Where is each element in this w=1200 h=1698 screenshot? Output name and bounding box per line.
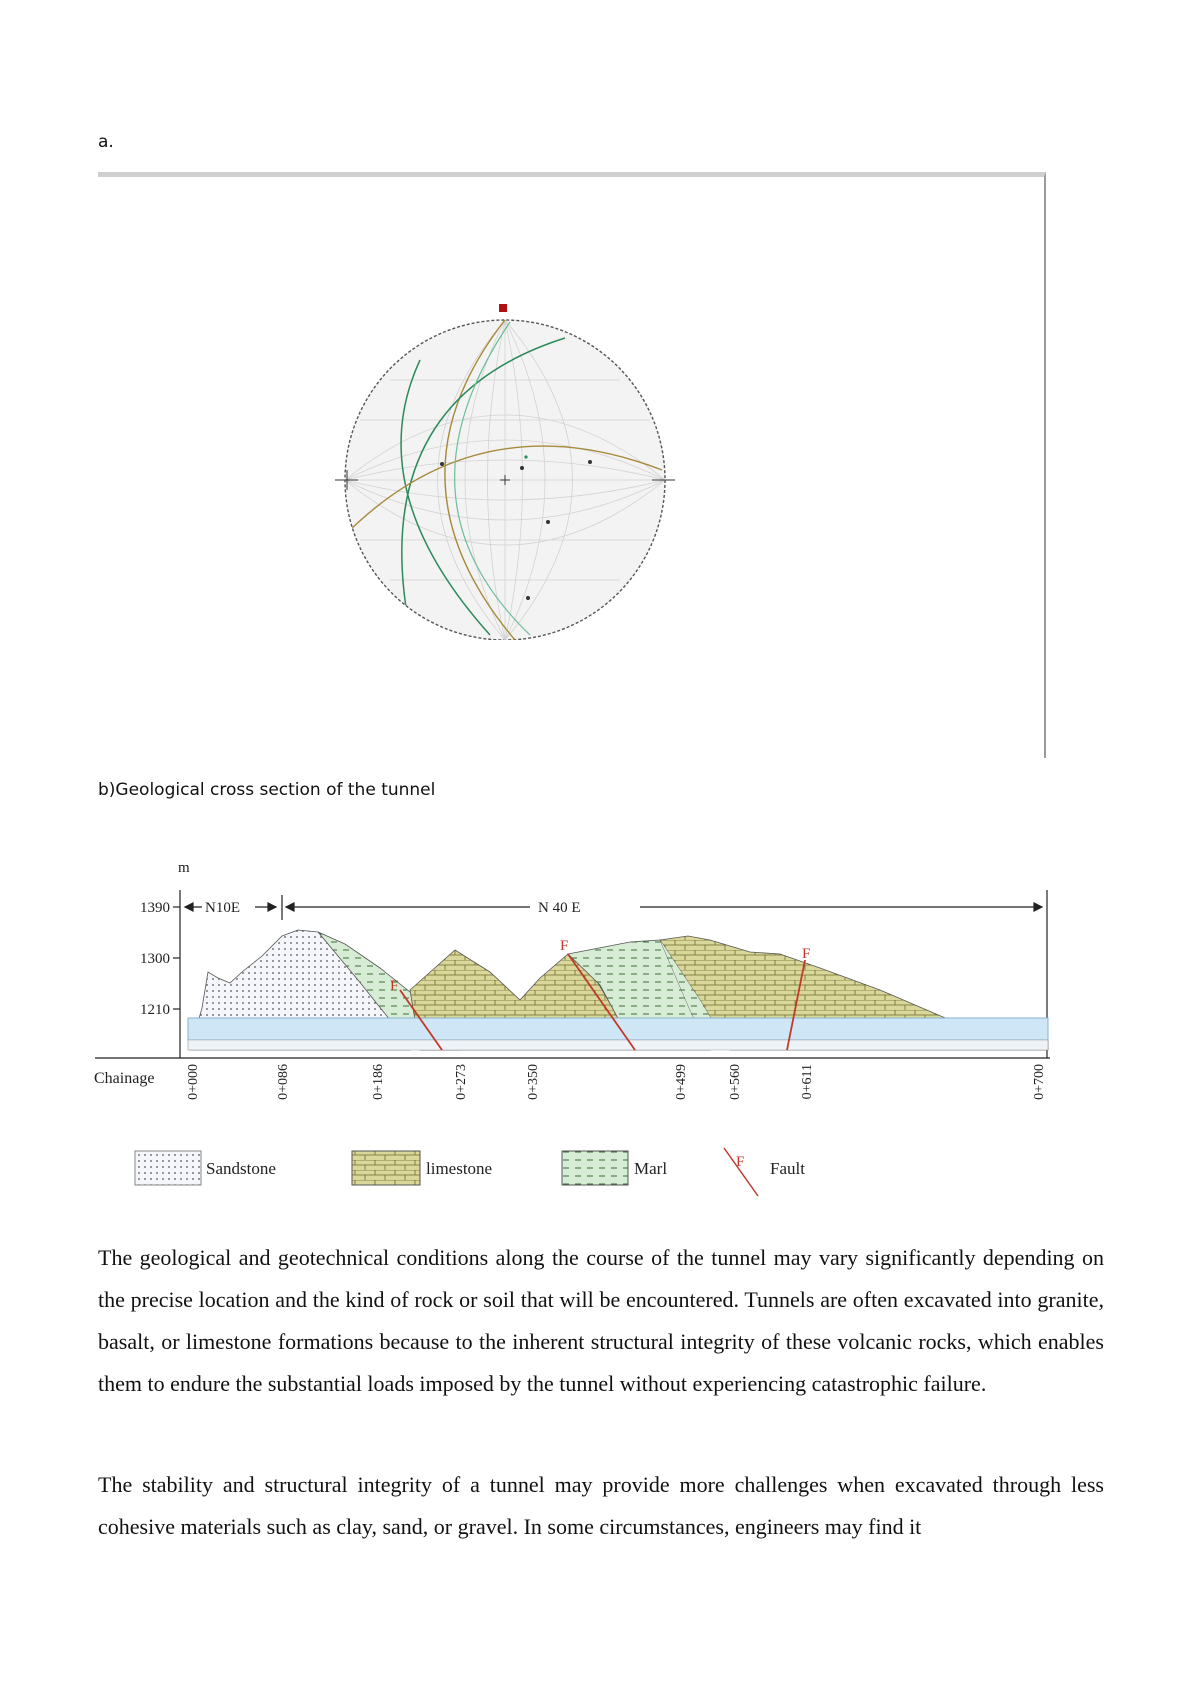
chainage-8: 0+700 (1032, 1064, 1047, 1100)
y-tick-1300: 1300 (140, 951, 170, 967)
legend-swatch-limestone (352, 1151, 420, 1185)
legend-fault: Fault (770, 1159, 805, 1178)
chainage-0: 0+000 (186, 1064, 201, 1100)
chainage-5: 0+499 (674, 1064, 689, 1100)
legend-fault-marker: F (736, 1154, 745, 1170)
chainage-label: Chainage (94, 1070, 155, 1087)
legend-sandstone: Sandstone (206, 1159, 276, 1178)
chainage-ticks (186, 1064, 1047, 1100)
chainage-4: 0+350 (526, 1064, 541, 1100)
section-legend (130, 1140, 850, 1210)
y-tick-1210: 1210 (140, 1002, 170, 1018)
tunnel-alignment (188, 1018, 1048, 1040)
chainage-6: 0+560 (728, 1064, 743, 1100)
y-axis-unit: m (178, 860, 190, 876)
stereonet-plot (330, 290, 680, 640)
fault-label-1: F (390, 978, 399, 994)
north-marker (499, 304, 507, 312)
chainage-7: 0+611 (800, 1064, 815, 1100)
chainage-1: 0+086 (276, 1064, 291, 1100)
legend-swatch-marl (562, 1151, 628, 1185)
direction-n10e: N10E (205, 900, 240, 916)
chainage-3: 0+273 (454, 1064, 469, 1100)
legend-marl: Marl (634, 1159, 668, 1178)
geological-cross-section (90, 850, 1060, 1120)
chainage-2: 0+186 (371, 1064, 386, 1100)
y-tick-1390: 1390 (140, 900, 170, 916)
body-paragraph-1: The geological and geotechnical conditions along the course of the tunnel may vary significantly depending on the precise location and the kind of rock or soil that will be encountered. Tunnels are often excavated into granite, basalt, or limestone formations because to the inherent structural integrity of these volcanic rocks, which enables them to endure the substantial loads imposed by the tunnel without experiencing catastrophic failure. (98, 1245, 1104, 1396)
body-paragraph-2: The stability and structural integrity of a tunnel may provide more challenges when excavated through less cohesive materials such as clay, sand, or gravel. In some circumstances, engineers may find it (98, 1472, 1104, 1539)
legend-limestone: limestone (426, 1159, 493, 1178)
legend-swatch-sandstone (135, 1151, 201, 1185)
direction-n40e: N 40 E (538, 900, 581, 916)
fault-label-2: F (560, 938, 569, 954)
figure-a-label: a. (98, 132, 114, 152)
figure-b-label: b)Geological cross section of the tunnel (98, 780, 436, 800)
fault-label-3: F (802, 946, 811, 962)
